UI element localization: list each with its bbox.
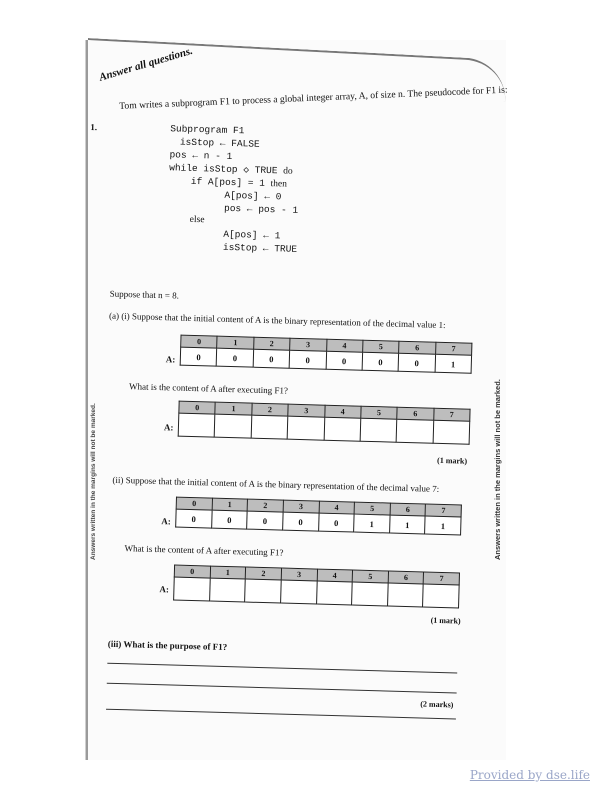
index-cell: 0 <box>174 565 210 578</box>
index-cell: 3 <box>281 568 317 581</box>
code-line: Subprogram F1 <box>170 123 245 137</box>
array-label: A: <box>165 354 176 365</box>
index-cell: 7 <box>433 408 470 421</box>
answer-line[interactable] <box>107 683 457 694</box>
array-a-ii-answer[interactable] <box>173 565 460 609</box>
mark-allocation: (1 mark) <box>436 455 468 466</box>
suppose-text: Suppose that n = 8. <box>109 288 180 301</box>
value-cell: 0 <box>289 350 326 369</box>
index-cell: 4 <box>326 339 363 352</box>
value-cell: 0 <box>211 510 247 529</box>
code-line: pos ← n - 1 <box>169 149 233 163</box>
question-intro: Tom writes a subprogram F1 to process a global integer array, A, of size n. The pseudocode for F1 is: <box>119 84 508 112</box>
index-cell: 2 <box>247 499 283 512</box>
index-cell: 6 <box>399 341 436 354</box>
answer-cell[interactable] <box>324 417 361 441</box>
index-cell: 4 <box>317 569 353 582</box>
index-cell: 2 <box>252 403 289 416</box>
index-cell: 6 <box>388 571 424 584</box>
part-a-iii-text: (iii) What is the purpose of F1? <box>107 638 228 653</box>
index-cell: 1 <box>217 336 254 349</box>
margin-warning-right: Answers written in the margins will not be marked. <box>493 379 502 560</box>
code-keyword: then <box>270 179 288 190</box>
value-cell: 1 <box>435 354 472 373</box>
answer-line[interactable] <box>107 663 457 674</box>
code-line: A[pos] ← 0 <box>224 189 282 203</box>
value-cell: 1 <box>389 515 425 534</box>
answer-cell[interactable] <box>215 414 252 438</box>
pseudocode-block <box>167 122 299 255</box>
index-cell: 5 <box>362 340 399 353</box>
value-cell: 0 <box>362 352 399 371</box>
question-number: 1. <box>90 122 98 133</box>
answer-cell[interactable] <box>174 577 210 601</box>
answer-cell[interactable] <box>178 413 215 437</box>
answer-cell[interactable] <box>209 578 245 602</box>
index-cell: 7 <box>424 572 460 585</box>
answer-cell[interactable] <box>387 583 423 607</box>
code-line: isStop ← TRUE <box>222 241 298 255</box>
after-question-1: What is the content of A after executing F1? <box>128 381 289 396</box>
provided-by-link[interactable]: Provided by dse.life <box>469 768 590 782</box>
array-a-i-answer[interactable] <box>178 401 471 445</box>
answer-cell[interactable] <box>423 584 459 608</box>
value-cell: 0 <box>247 511 283 530</box>
index-cell: 0 <box>176 497 212 510</box>
index-cell: 3 <box>290 338 327 351</box>
part-a-ii-text: (ii) Suppose that the initial content of A is the binary representation of the decimal value 7: <box>112 474 440 494</box>
part-a-i-text: (a) (i) Suppose that the initial content of A is the binary representation of the decimal value 1: <box>108 310 446 331</box>
index-cell: 3 <box>288 404 325 417</box>
index-cell: 6 <box>390 503 426 516</box>
margin-warning-left: Answers written in the margins will not be marked. <box>90 403 97 560</box>
value-cell: 0 <box>176 509 212 528</box>
answer-cell[interactable] <box>396 419 433 443</box>
code-line: pos ← pos - 1 <box>223 202 299 216</box>
index-cell: 5 <box>354 502 390 515</box>
array-label: A: <box>163 422 174 433</box>
value-cell: 0 <box>180 347 217 366</box>
index-cell: 7 <box>435 342 472 355</box>
array-label: A: <box>159 584 170 595</box>
index-cell: 2 <box>245 567 281 580</box>
section-heading: Answer all questions. <box>97 44 195 84</box>
answer-cell[interactable] <box>287 416 324 440</box>
index-cell: 7 <box>425 504 461 517</box>
value-cell: 0 <box>318 513 354 532</box>
index-cell: 5 <box>361 406 398 419</box>
code-line: isStop ← FALSE <box>179 136 260 150</box>
value-cell: 0 <box>398 353 435 372</box>
answer-cell[interactable] <box>433 420 470 444</box>
index-cell: 4 <box>319 501 355 514</box>
code-line: else <box>189 214 205 226</box>
code-line: A[pos] ← 1 <box>223 228 281 242</box>
value-cell: 1 <box>425 516 461 535</box>
value-cell: 0 <box>326 351 363 370</box>
index-cell: 3 <box>283 500 319 513</box>
index-cell: 2 <box>253 337 290 350</box>
answer-cell[interactable] <box>360 418 397 442</box>
question-content <box>71 44 508 767</box>
mark-allocation: (1 mark) <box>430 615 461 626</box>
index-cell: 0 <box>181 335 218 348</box>
code-keyword: do <box>283 166 293 177</box>
answer-cell[interactable] <box>251 415 288 439</box>
code-text: if A[pos] = 1 <box>190 175 271 190</box>
index-cell: 5 <box>352 570 388 583</box>
mark-allocation: (2 marks) <box>420 699 454 710</box>
index-cell: 6 <box>397 407 434 420</box>
index-cell: 0 <box>179 401 216 414</box>
array-a-i-initial <box>180 335 473 374</box>
value-cell: 0 <box>217 348 254 367</box>
answer-cell[interactable] <box>245 579 281 603</box>
answer-cell[interactable] <box>280 580 316 604</box>
index-cell: 1 <box>212 498 248 511</box>
array-label: A: <box>161 516 171 527</box>
index-cell: 1 <box>210 566 246 579</box>
index-cell: 1 <box>215 402 252 415</box>
answer-line[interactable] <box>106 709 456 720</box>
value-cell: 0 <box>253 349 290 368</box>
after-question-2: What is the content of A after executing F1? <box>124 543 284 558</box>
value-cell: 1 <box>354 514 390 533</box>
value-cell: 0 <box>282 512 318 531</box>
answer-cell[interactable] <box>352 582 388 606</box>
answer-cell[interactable] <box>316 581 352 605</box>
code-text: while isStop ◇ TRUE <box>169 162 284 177</box>
index-cell: 4 <box>324 405 361 418</box>
array-a-ii-initial <box>175 497 462 536</box>
